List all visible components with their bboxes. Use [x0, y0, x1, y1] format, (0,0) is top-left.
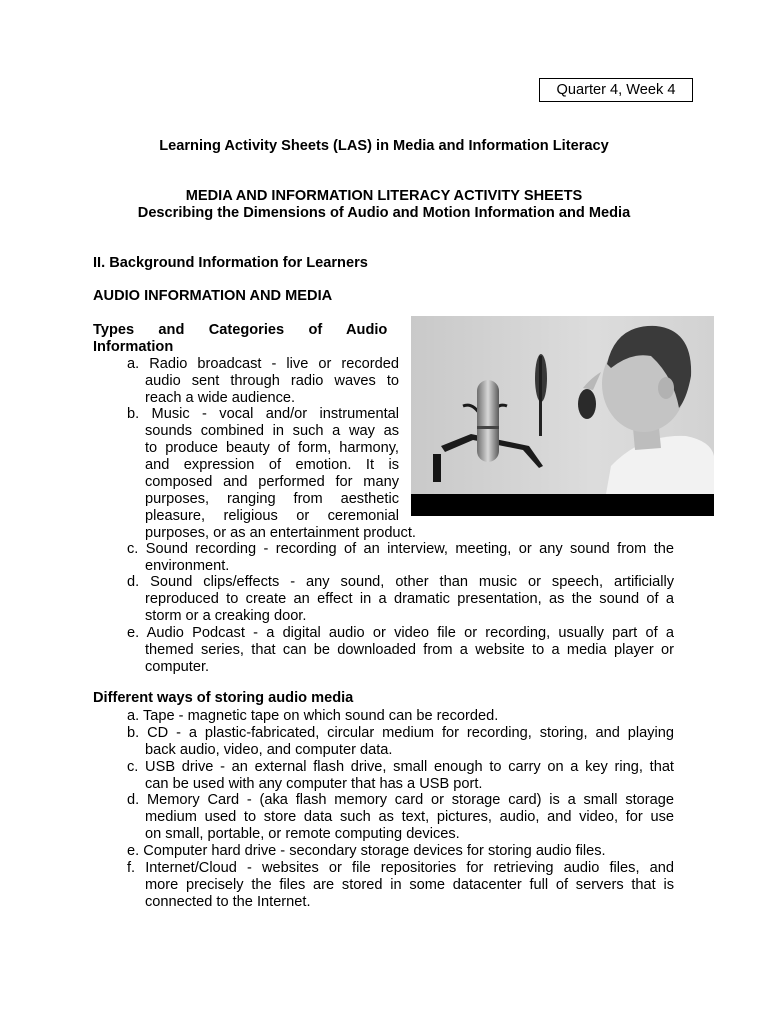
list-item-line: purposes, ranging from aesthetic	[145, 491, 399, 507]
list-item-line: and expression of emotion. It is	[145, 457, 399, 473]
list-item-line: audio sent through radio waves to	[145, 373, 399, 389]
boy-singing-into-microphone-photo	[411, 316, 714, 516]
section-heading: II. Background Information for Learners	[93, 255, 368, 271]
list-item-line: purposes, or as an entertainment product.	[145, 525, 416, 541]
list-item-line: themed series, that can be downloaded from a website to a media player or	[145, 642, 674, 658]
list-item-line: b. Music - vocal and/or instrumental	[127, 406, 399, 422]
list-item-line: on small, portable, or remote computing devices.	[145, 826, 460, 842]
list-item-line: e. Audio Podcast - a digital audio or video file or recording, usually part of a	[127, 625, 674, 641]
subtitle: Describing the Dimensions of Audio and Motion Information and Media	[137, 205, 631, 221]
list-item-line: a. Radio broadcast - live or recorded	[127, 356, 399, 372]
list-item-line: e. Computer hard drive - secondary storage devices for storing audio files.	[127, 843, 606, 859]
quarter-week-box	[539, 78, 693, 102]
list-item-line: environment.	[145, 558, 230, 574]
list-item-line: sounds combined in such a way as	[145, 423, 399, 439]
list-item-line: c. USB drive - an external flash drive, small enough to carry on a key ring, that	[127, 759, 674, 775]
list-item-line: reach a wide audience.	[145, 390, 296, 406]
list-item-line: c. Sound recording - recording of an interview, meeting, or any sound from the	[127, 541, 674, 557]
list-item-line: computer.	[145, 659, 210, 675]
list-item-line: storm or a creaking door.	[145, 608, 307, 624]
list-item-line: can be used with any computer that has a USB port.	[145, 776, 483, 792]
list-item-line: back audio, video, and computer data.	[145, 742, 393, 758]
list-item-line: d. Memory Card - (aka flash memory card or storage card) is a small storage	[127, 792, 674, 808]
list-item-line: reproduced to create an effect in a dramatic presentation, as the sound of a	[145, 591, 674, 607]
quarter-week-label: Quarter 4, Week 4	[556, 82, 676, 98]
list-item-line: a. Tape - magnetic tape on which sound can be recorded.	[127, 708, 499, 724]
types-heading-line2: Information	[93, 339, 174, 355]
list-item-line: pleasure, religious or ceremonial	[145, 508, 399, 524]
list-item-line: composed and performed for many	[145, 474, 399, 490]
list-item-line: to produce beauty of form, harmony,	[145, 440, 399, 456]
las-title: Learning Activity Sheets (LAS) in Media and Information Literacy	[159, 138, 609, 154]
list-item-line: d. Sound clips/effects - any sound, other than music or speech, artificially	[127, 574, 674, 590]
main-title: MEDIA AND INFORMATION LITERACY ACTIVITY SHEETS	[185, 188, 583, 204]
topic-heading: AUDIO INFORMATION AND MEDIA	[93, 288, 333, 304]
list-item-line: medium used to store data such as text, pictures, audio, and video, for use	[145, 809, 674, 825]
photo-illustration	[411, 316, 714, 516]
storing-heading: Different ways of storing audio media	[93, 690, 354, 706]
list-item-line: more precisely the files are stored in some datacenter full of servers that is	[145, 877, 674, 893]
types-heading-line1: Types and Categories of Audio	[93, 322, 388, 338]
list-item-line: connected to the Internet.	[145, 894, 311, 910]
list-item-line: b. CD - a plastic-fabricated, circular medium for recording, storing, and playing	[127, 725, 674, 741]
list-item-line: f. Internet/Cloud - websites or file repositories for retrieving audio files, and	[127, 860, 674, 876]
